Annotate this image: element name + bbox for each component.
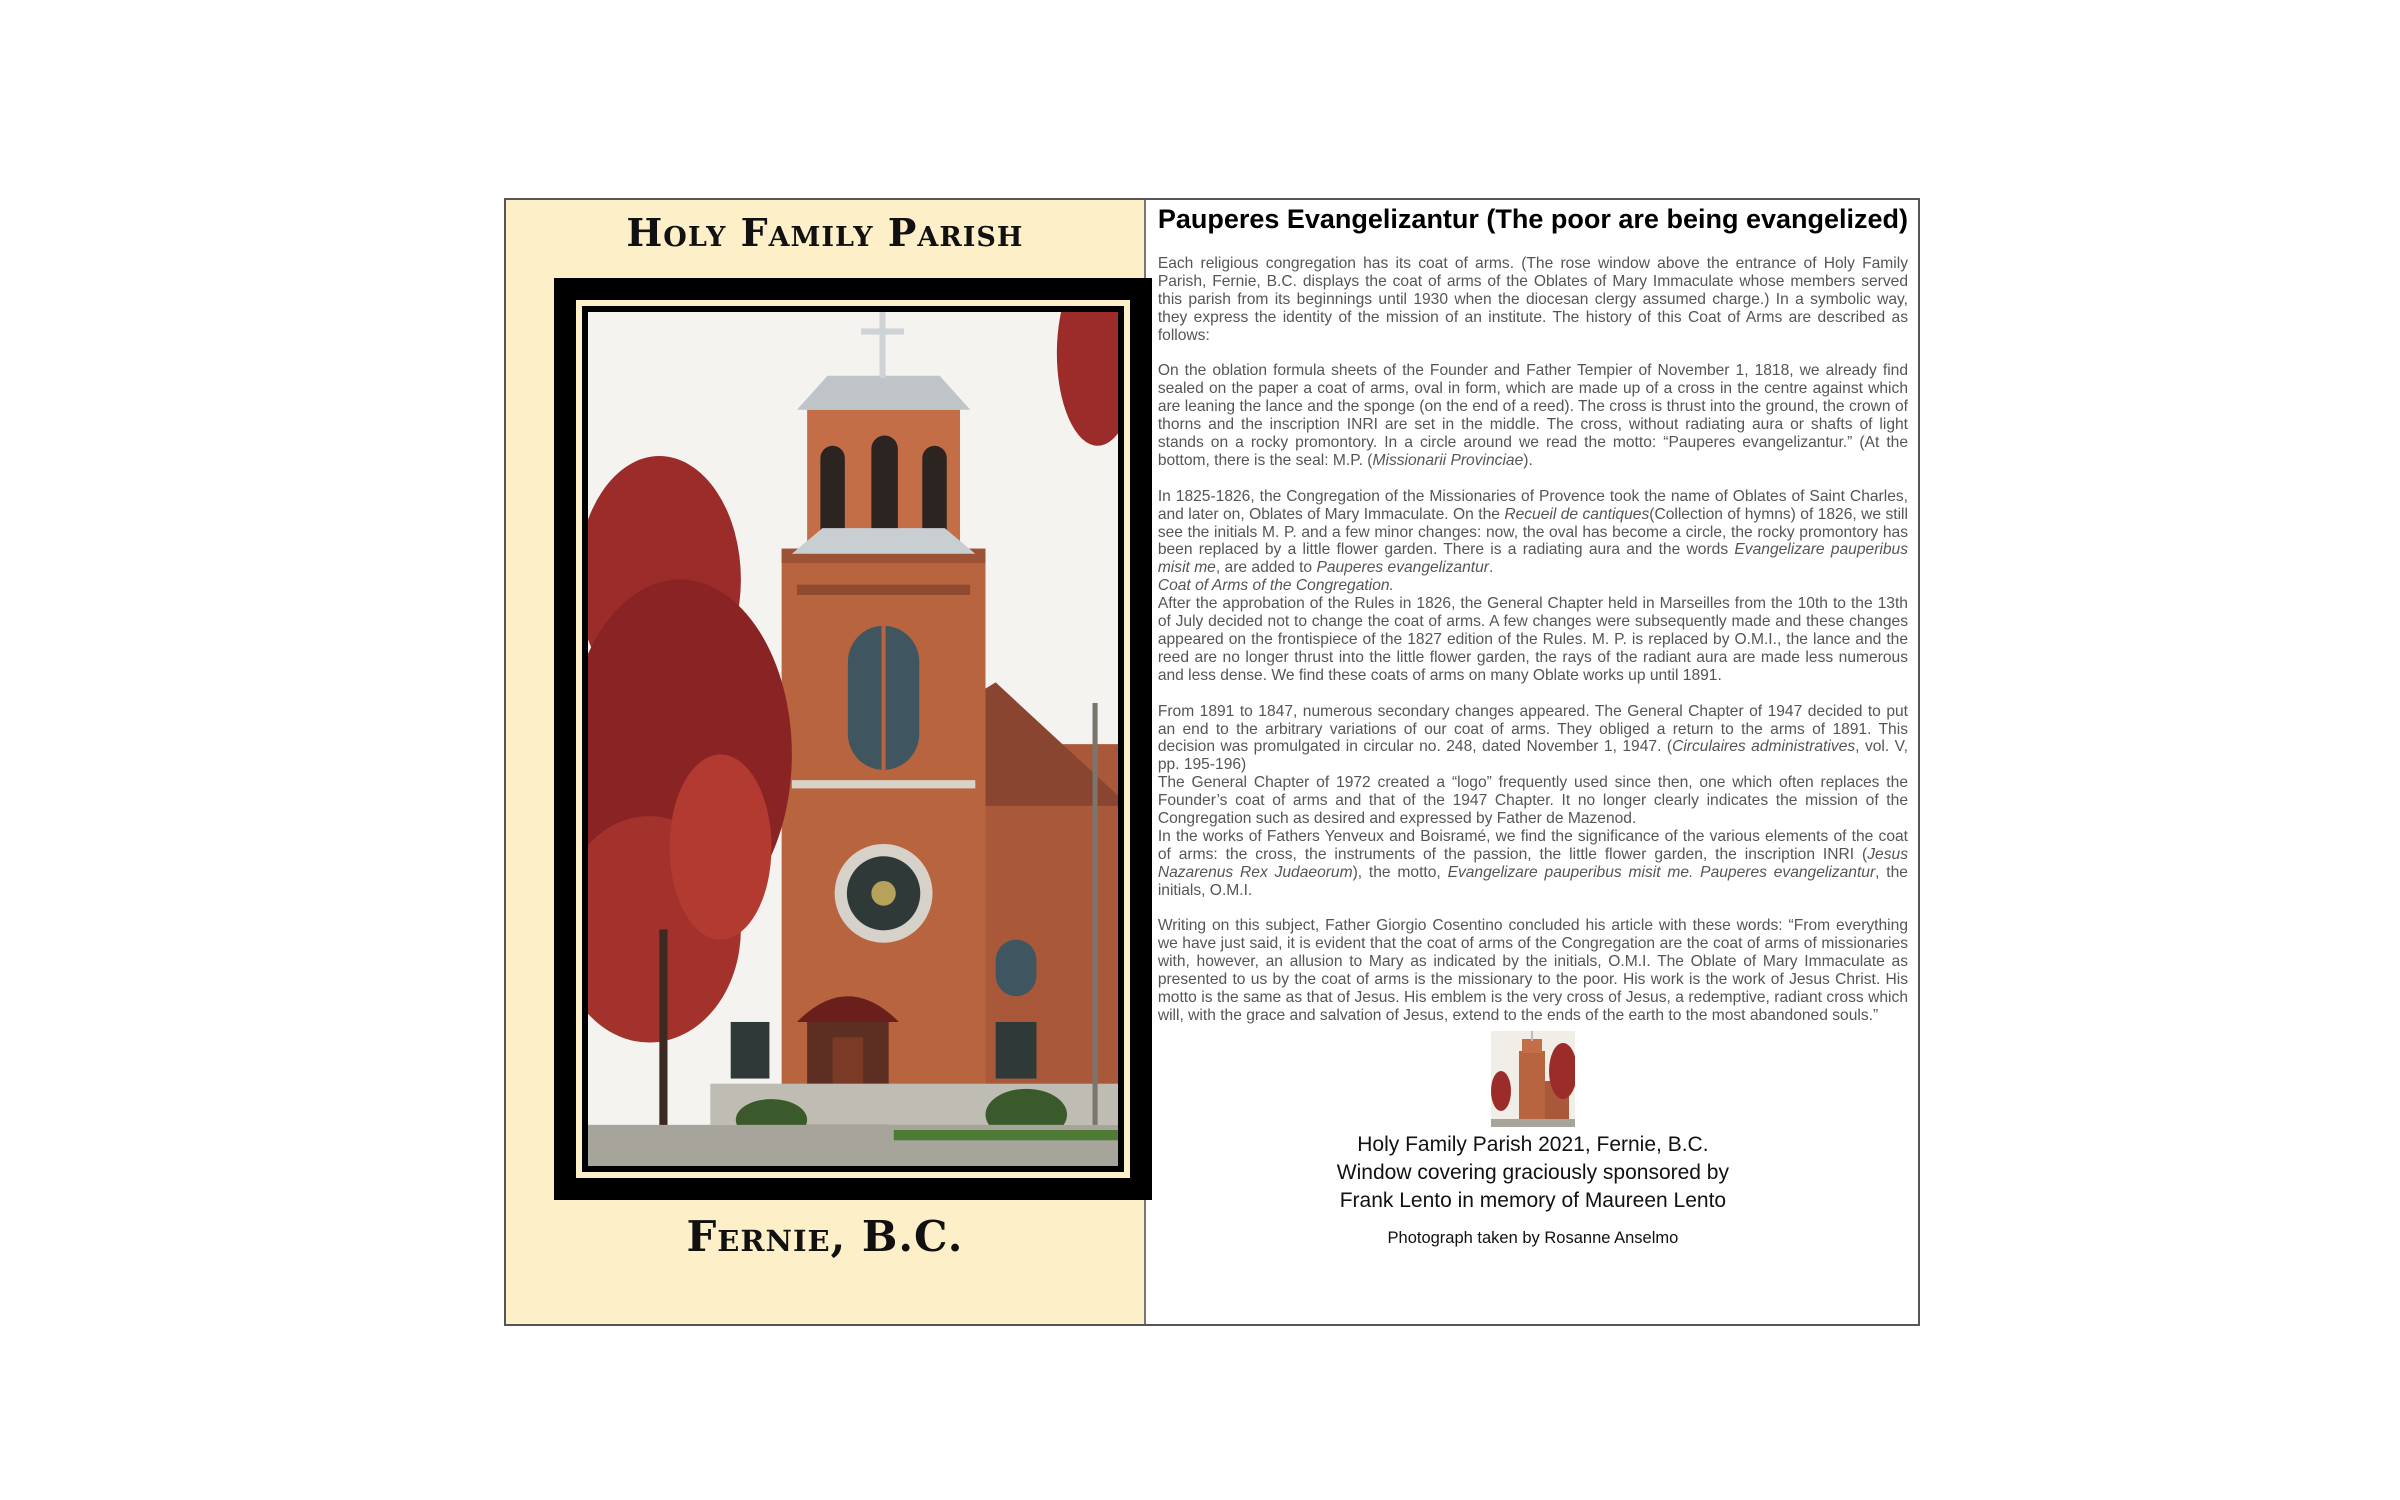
- photo-credit: Photograph taken by Rosanne Anselmo: [1387, 1228, 1679, 1247]
- church-photo: [588, 312, 1118, 1166]
- parish-title: Holy Family Parish: [626, 210, 1024, 255]
- article-heading: Pauperes Evangelizantur (The poor are being evangelized): [1157, 204, 1908, 234]
- photo-caption: Holy Family Parish 2021, Fernie, B.C. Window covering graciously sponsored by Frank Lento in memory of Maureen Lento: [1336, 1132, 1729, 1212]
- paragraph: From 1891 to 1847, numerous secondary changes appeared. The General Chapter of 1947 decided to put an end to the arbitrary variations of our coat of arms. They obliged a return to the arms of 1891. This decision was promulgated in circular no. 248, dated November 1, 1947. (Circulaires administratives, vol. V, pp. 195-196): [1157, 702, 1908, 774]
- right-panel: [1146, 200, 1918, 1324]
- paragraph: After the approbation of the Rules in 1826, the General Chapter held in Marseilles from the 10th to the 13th of July decided not to change the coat of arms. A few changes were subsequently made and these changes appeared on the frontispiece of the 1827 edition of the Rules. M. P. is replaced by O.M.I., the lance and the reed are no longer thrust into the little flower garden, the rays of the radiant aura are made less numerous and less dense. We find these coats of arms on many Oblate works up until 1891.: [1157, 595, 1908, 684]
- church-thumbnail: [1491, 1031, 1575, 1127]
- photo-frame: [554, 278, 1152, 1200]
- paragraph: In 1825-1826, the Congregation of the Missionaries of Provence took the name of Oblates of Saint Charles, and later on, Oblates of Mary Immaculate. On the Recueil de cantiques(Collection of hymns) of 1826, we still see the initials M. P. and a few minor changes: now, the oval has become a circle, the rocky promontory has been replaced by a little flower garden. There is a radiating aura and the words Evangelizare pauperibus misit me, are added to Pauperes evangelizantur.: [1157, 487, 1908, 577]
- article-body: [1158, 255, 1908, 1025]
- poster-sheet: [504, 198, 1920, 1326]
- town-name: Fernie, B.C.: [686, 1212, 964, 1261]
- paragraph: In the works of Fathers Yenveux and Boisramé, we find the significance of the various elements of the coat of arms: the cross, the instruments of the passion, the little flower garden, the inscription INRI (Jesus Nazarenus Rex Judaeorum), the motto, Evangelizare pauperibus misit me. Pauperes evangelizantur, the initials, O.M.I.: [1157, 827, 1908, 899]
- paragraph: Each religious congregation has its coat of arms. (The rose window above the entrance of Holy Family Parish, Fernie, B.C. displays the coat of arms of the Oblates of Mary Immaculate whose members served this parish from its beginnings until 1930 when the diocesan clergy assumed charge.) In a symbolic way, they express the identity of the mission of an institute. The history of this Coat of Arms are described as follows:: [1157, 255, 1908, 344]
- paragraph: The General Chapter of 1972 created a “logo” frequently used since then, one which often replaces the Founder’s coat of arms and that of the 1947 Chapter. It no longer clearly indicates the mission of the Congregation such as desired and expressed by Father de Mazenod.: [1157, 774, 1908, 828]
- church-illustration: [588, 312, 1118, 1166]
- paragraph: Coat of Arms of the Congregation.: [1157, 577, 1394, 595]
- paragraph: On the oblation formula sheets of the Founder and Father Tempier of November 1, 1818, we already find sealed on the paper a coat of arms, oval in form, which are made up of a cross in the centre against which are leaning the lance and the sponge (on the end of a reed). The cross is thrust into the ground, the crown of thorns and the inscription INRI are set in the middle. The cross, without radiating aura or shafts of light stands on a rocky promontory. In a circle around we read the motto: “Pauperes evangelizantur.” (At the bottom, there is the seal: M.P. (Missionarii Provinciae).: [1157, 362, 1908, 469]
- left-panel: [506, 200, 1146, 1324]
- paragraph: Writing on this subject, Father Giorgio Cosentino concluded his article with these words: “From everything we have just said, it is evident that the coat of arms of the Congregation are the coat of arms of missionaries with, however, an allusion to Mary as indicated by the initials, O.M.I. The Oblate of Mary Immaculate as presented to us by the coat of arms is the missionary to the poor. His work is the work of Jesus Christ. His motto is the same as that of Jesus. His emblem is the very cross of Jesus, a redemptive, radiant cross which will, with the grace and salvation of Jesus, extend to the ends of the earth to the most abandoned souls.”: [1157, 917, 1908, 1024]
